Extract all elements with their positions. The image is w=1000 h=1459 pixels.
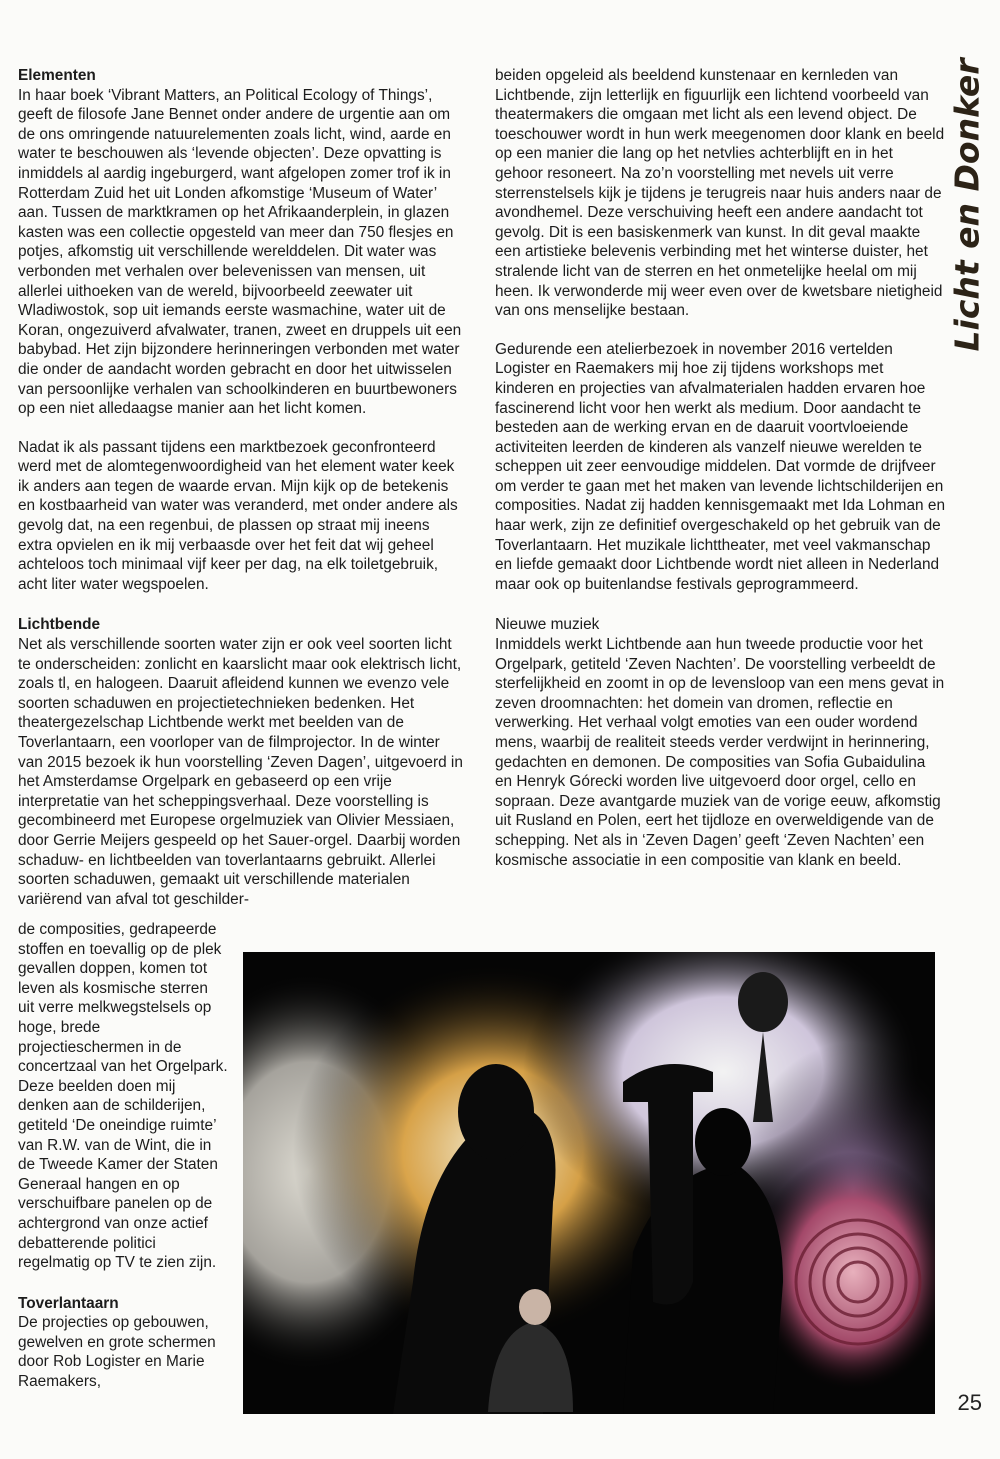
heading-nieuwe-muziek: Nieuwe muziek bbox=[495, 616, 600, 634]
paragraph: De projecties op gebouwen, gewelven en grote schermen door Rob Logister en Marie Raemakers, bbox=[18, 1314, 216, 1391]
heading-toverlantaarn: Toverlantaarn bbox=[18, 1294, 119, 1312]
paragraph: beiden opgeleid als beeldend kunstenaar en kernleden van Lichtbende, zijn letterlijk en figuurlijk een lichtend voorbeeld van theatermakers die omgaan met licht als een levend object. De toeschouwer wordt in hun werk meegenomen door klank en beeld op een manier die lang op het netvlies achterblijft en in het gehoor resoneert. Na zo’n voorstelling met nevels uit verre sterrenstelsels kijk je tijdens je terugreis naar huis anders naar de avondhemel. Deze verschuiving heeft een andere aandacht tot gevolg. Dit is een basiskenmerk van kunst. In dit geval maakte een artistieke belevenis verbinding met het winterse duister, het stralende licht van de sterren en het onmetelijke heelal om mij heen. Ik verwonderde mij weer even over de kwetsbare nietigheid van ons menselijke bestaan. bbox=[495, 67, 945, 320]
heading-elementen: Elementen bbox=[18, 67, 96, 84]
heading-lichtbende: Lichtbende bbox=[18, 616, 101, 634]
paragraph: Net als verschillende soorten water zijn er ook veel soorten licht te onderscheiden: zonlicht en kaarslicht maar ook elektrisch licht, zoals tl, en halogeen. Daaruit afleidend kunnen we evenzo vele soorten schaduwen en projectietechnieken bedenken. Het theatergezelschap Lichtbende werkt met beelden van de Toverlantaarn, een voorloper van de filmprojector. In de winter van 2015 bezoek ik hun voorstelling ‘Zeven Dagen’, uitgevoerd in het Amsterdamse Orgelpark en gebaseerd op een vrije interpretatie van het scheppingsverhaal. Deze voorstelling is gecombineerd met Europese orgelmuziek van Olivier Messiaen, door Gerrie Meijers gespeeld op het Sauer-orgel. Daarbij worden schaduw- en lichtbeelden van toverlantaarns gebruikt. Allerlei soorten schaduwen, gemaakt uit verschillende materialen variërend van afval tot geschilder- bbox=[18, 636, 463, 908]
paragraph: Gedurende een atelierbezoek in november 2016 vertelden Logister en Raemakers mij hoe zij tijdens workshops met kinderen en projecties van afvalmaterialen hadden ervaren hoe fascinerend licht voor hen werkt als medium. Door aandacht te besteden aan de werking ervan en de daaruit voortvloeiende activiteiten leerden de kinderen als vanzelf nieuwe werelden te scheppen uit zeer eenvoudige middelen. Dat vormde de drijfveer om verder te gaan met het maken van levende lichtschilderijen en composities. Nadat zij hadden kennisgemaakt met Ida Lohman en haar werk, zijn ze definitief overgeschakeld op het gebruik van de Toverlantaarn. Het muzikale lichttheater, met veel vakmanschap en liefde gemaakt door Lichtbende wordt niet alleen in Nederland maar ook op buitenlandse festivals geprogrammeerd. bbox=[495, 340, 946, 593]
paragraph: Inmiddels werkt Lichtbende aan hun tweede productie voor het Orgelpark, getiteld ‘Zeven Nachten’. De voorstelling verbeeldt de sterfelijkheid en zoomt in op de levensloop van een mens gevat in zeven droomnachten: het domein van dromen, reflectie en verwerking. Het verhaal volgt emoties van een ouder wordend mens, waarbij de realiteit steeds verder verdwijnt in herinnering, gedachten en demonen. De composities van Sofia Gubaidulina en Henryk Górecki worden live uitgevoerd door orgel, cello en sopraan. Deze avantgarde muziek van de vorige eeuw, afkomstig uit Rusland en Polen, eert het tijdloze en overweldigende van de schepping. Net als in ‘Zeven Dagen’ geeft ‘Zeven Nachten’ een kosmische associatie in een compositie van klank en beeld. bbox=[495, 636, 945, 869]
paragraph: Nadat ik als passant tijdens een marktbezoek geconfronteerd werd met de alomtegenwoordigheid van het element water keek ik anders aan tegen de waarde ervan. Mijn kijk op de betekenis en kostbaarheid van water was veranderd, met onder andere als gevolg dat, na een regenbui, de plassen op straat mij ineens extra opvielen en ik mij verbaasde over het feit dat wij geheel achteloos toch minimaal vijf keer per dag, na elk toiletgebruik, acht liter water wegspoelen. bbox=[18, 438, 458, 593]
section-title-text: Licht en Donker bbox=[947, 58, 987, 352]
narrow-column bbox=[18, 920, 228, 1392]
right-column bbox=[495, 66, 945, 870]
paragraph: de composities, gedrapeerde stoffen en toevallig op de plek gevallen doppen, komen tot leven als kosmische sterren uit verre melkwegstelsels op hoge, brede projectieschermen in de concertzaal van het Orgelpark. Deze beelden doen mij denken aan de schilderijen, getiteld ‘De oneindige ruimte’ van R.W. van de Wint, die in de Tweede Kamer der Staten Generaal hangen en op verschuifbare panelen op de achtergrond van onze actief debatterende politici regelmatig op TV te zien zijn. bbox=[18, 921, 228, 1272]
performance-photo bbox=[243, 952, 935, 1414]
section-title-vertical bbox=[942, 55, 992, 355]
left-column bbox=[18, 66, 468, 909]
paragraph: In haar boek ‘Vibrant Matters, an Political Ecology of Things’, geeft de filosofe Jane Bennet onder andere de urgentie aan om de ons omringende natuurelementen zoals licht, wind, aarde en water te beschouwen als ‘levende objecten’. Deze opvatting is inmiddels al aardig ingeburgerd, want afgelopen zomer trof ik in Rotterdam Zuid het uit Londen afkomstige ‘Museum of Water’ aan. Tussen de marktkramen op het Afrikaanderplein, in glazen kasten was een collectie opgesteld van meer dan 750 flesjes en potjes, afkomstig uit verschillende werelddelen. Dit water was verbonden met verhalen over belevenissen van mensen, uit allerlei uithoeken van de wereld, bijvoorbeeld zeewater uit Wladiwostok, sop uit iemands eerste wasmachine, water uit de Koran, ongezuiverd afvalwater, tranen, zweet en druppels uit een babybad. Het zijn bijzondere herinneringen verbonden met water die onder de aandacht worden gebracht en door het uitwisselen van persoonlijke verhalen van schoolkinderen en buurtbewoners op een niet alledaagse manier aan het licht komen. bbox=[18, 86, 462, 418]
page-number: 25 bbox=[957, 1390, 982, 1415]
